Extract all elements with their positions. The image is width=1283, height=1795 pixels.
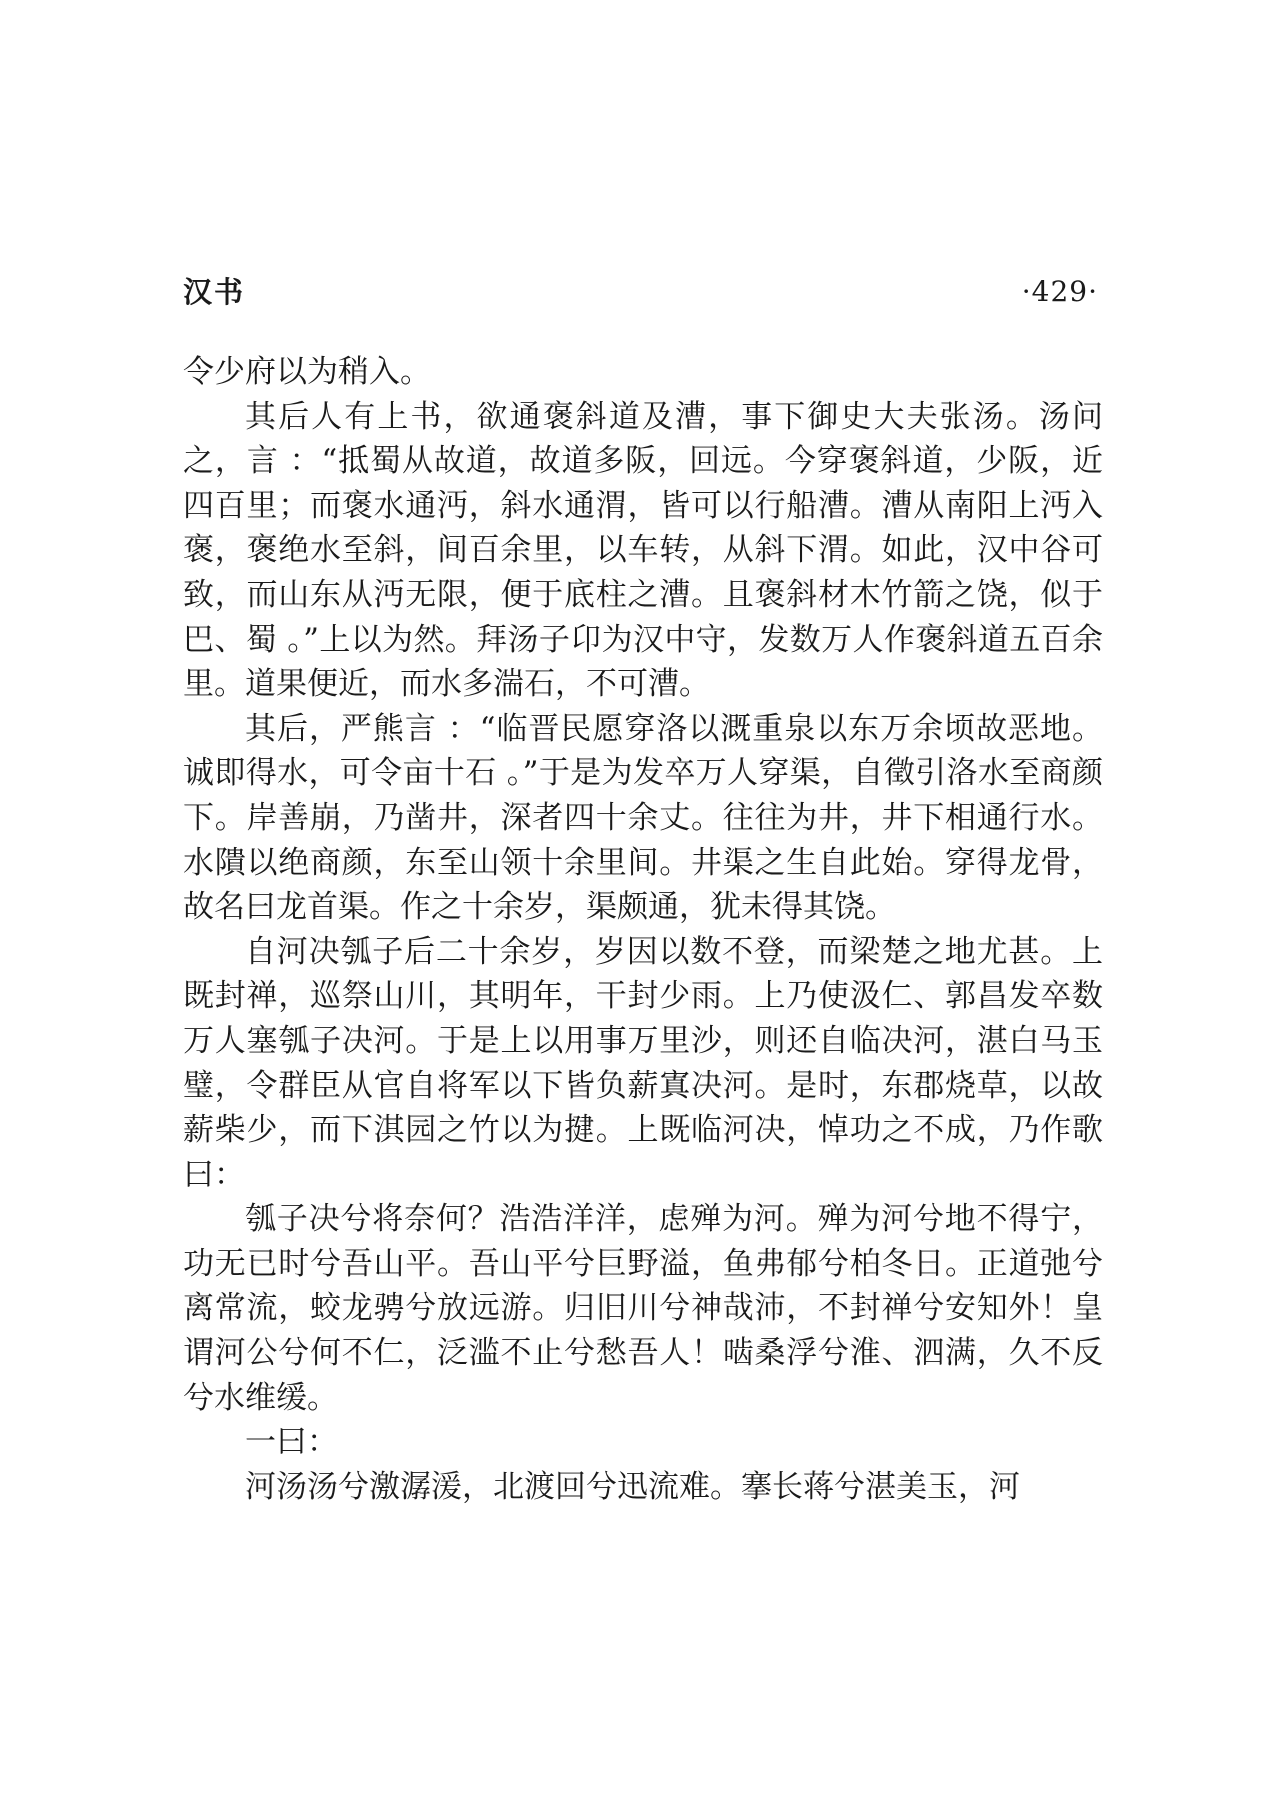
paragraph-2: 其后人有上书，欲通褒斜道及漕，事下御史大夫张汤。汤问之，言 ：“抵蜀从故道，故道多阪，回远。今穿褒斜道，少阪，近四百里；而褒水通沔，斜水通渭，皆可以行船漕。漕从南阳上沔入褒，褒绝水至斜，间百余里，以车转，从斜下渭。如此，汉中谷可致，而山东从沔无限，便于底柱之漕。且褒斜材木竹箭之饶，似于巴、蜀 。”上以为然。拜汤子卬为汉中守，发数万人作褒斜道五百余里。道果便近，而水多湍石，不可漕。 [183, 398, 1103, 703]
paragraph-1: 令少府以为稍入。 [183, 354, 431, 390]
song-paragraph: 瓠子决兮将奈何？浩浩洋洋，虑殚为河。殚为河兮地不得宁，功无已时兮吾山平。吾山平兮巨野溢，鱼弗郁兮柏冬日。正道弛兮离常流，蛟龙骋兮放远游。归旧川兮神哉沛，不封禅兮安知外！皇谓河公兮何不仁，泛滥不止兮愁吾人！啮桑浮兮淮、泗满，久不反兮水维缓。 [183, 1201, 1103, 1416]
book-title: 汉书 [183, 275, 246, 309]
paragraph-alt-song: 河汤汤兮激潺湲，北渡回兮迅流难。搴长蒋兮湛美玉，河 [245, 1468, 1020, 1505]
paragraph-3: 其后，严熊言 ：“临晋民愿穿洛以溉重泉以东万余顷故恶地。诚即得水，可令亩十石 。”于是为发卒万人穿渠，自徵引洛水至商颜下。岸善崩，乃凿井，深者四十余丈。往往为井，井下相通行水。水隤以绝商颜，东至山领十余里间。井渠之生自此始。穿得龙骨，故名曰龙首渠。作之十余岁，渠颇通，犹未得其饶。 [183, 710, 1103, 926]
paragraph-alt-intro: 一曰： [245, 1424, 338, 1461]
page-number: ·429· [1021, 275, 1098, 308]
body-text [183, 350, 1103, 1509]
running-head [183, 272, 1098, 312]
paragraph-4: 自河决瓠子后二十余岁，岁因以数不登，而梁楚之地尤甚。上既封禅，巡祭山川，其明年，干封少雨。上乃使汲仁、郭昌发卒数万人塞瓠子决河。于是上以用事万里沙，则还自临决河，湛白马玉璧，令群臣从官自将军以下皆负薪寘决河。是时，东郡烧草，以故薪柴少，而下淇园之竹以为揵。上既临河决，悼功之不成，乃作歌曰： [183, 933, 1103, 1193]
